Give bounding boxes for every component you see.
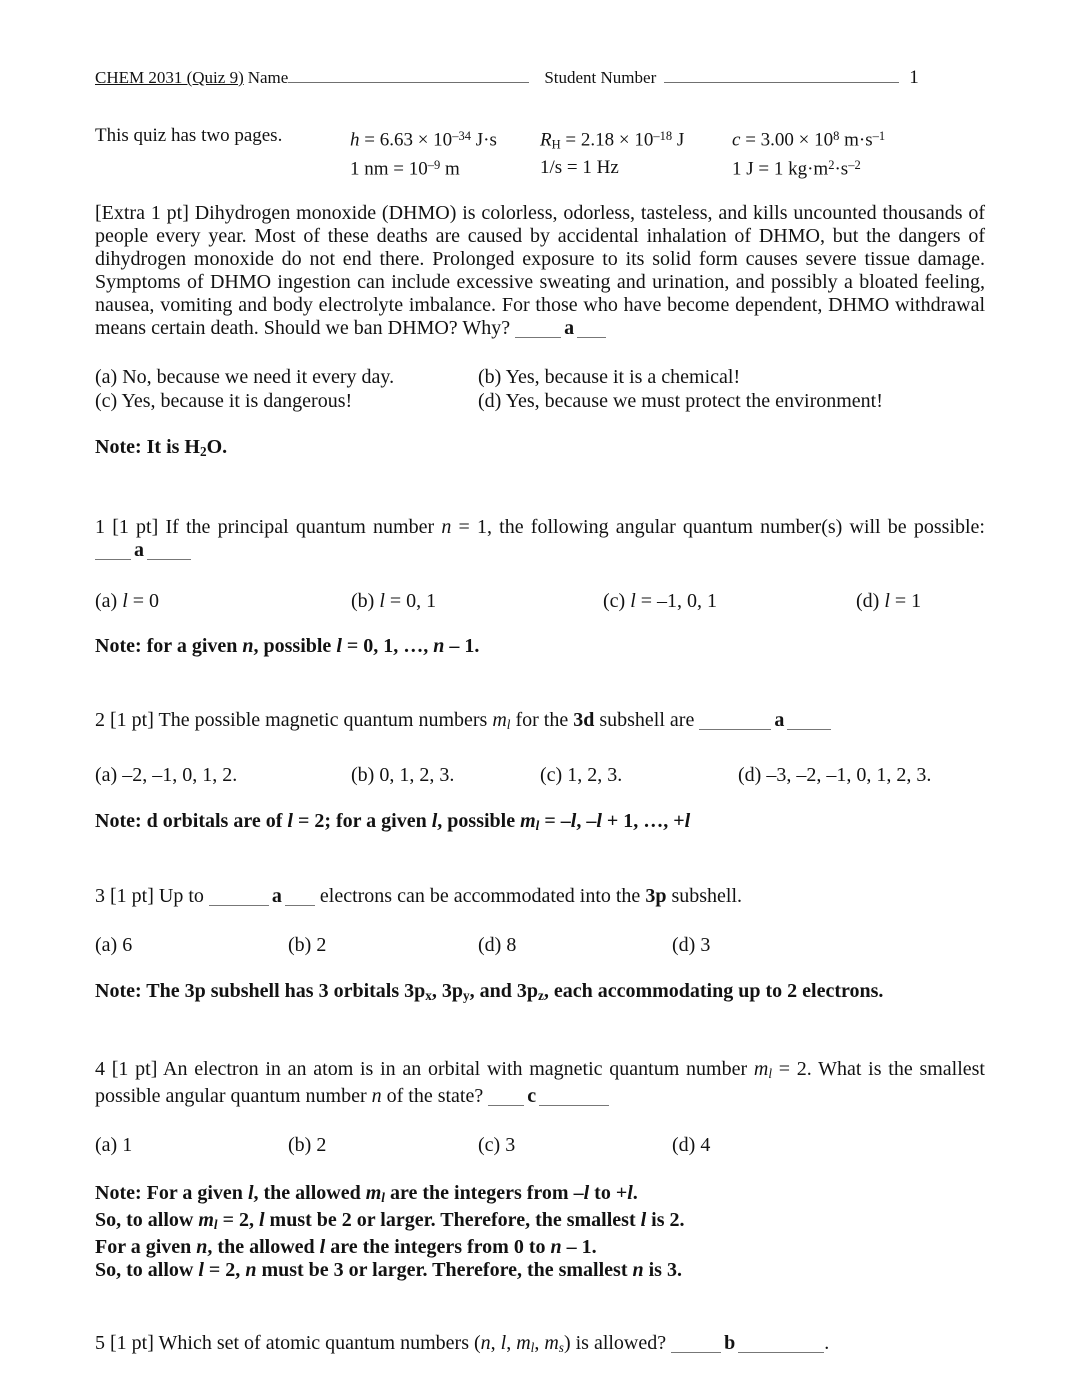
option-b: (b) 0, 1, 2, 3.: [351, 764, 455, 787]
question-3-options: [95, 933, 985, 957]
blank-underline: [209, 886, 269, 906]
question-2-answer-blank: [699, 709, 831, 731]
answer-letter: c: [527, 1084, 537, 1107]
question-5-answer-blank: [671, 1332, 824, 1354]
option-c: (c) 1, 2, 3.: [540, 764, 623, 787]
option-a: (a) No, because we need it every day.: [95, 366, 395, 389]
question-4-note: [95, 1182, 985, 1282]
option-d: (d) 3: [672, 933, 711, 956]
extra-answer-blank: [515, 317, 606, 339]
option-a: (a) 1: [95, 1133, 133, 1156]
constant-joule: 1 J = 1 $kg\cdot m^2\cdot s^{-2}$: [732, 157, 861, 180]
blank-underline: [285, 886, 315, 906]
name-label: Name: [247, 68, 289, 87]
option-a: (a) –2, –1, 0, 1, 2.: [95, 764, 238, 787]
question-1: [95, 516, 985, 562]
option-b: (b) 2: [288, 933, 327, 956]
question-3-note: Note: The 3p subshell has 3 orbitals $3p_x$, $3p_y$, and $3p_z$, each accommodating up to 2 electrons.: [95, 979, 884, 1003]
extra-question: [95, 202, 985, 340]
question-4-answer-blank: [488, 1085, 609, 1107]
blank-underline: [738, 1333, 824, 1353]
note-line: Note: For a given l, the allowed $m_l$ are the integers from –l to +l.: [95, 1181, 638, 1205]
two-pages-note: This quiz has two pages.: [95, 125, 283, 146]
option-d: (d) 4: [672, 1133, 711, 1156]
constants-column-2: [540, 124, 732, 181]
option-d: (d) l = 1: [856, 590, 922, 613]
option-a: (a) 6: [95, 933, 133, 956]
question-5: [95, 1332, 985, 1359]
answer-letter: a: [134, 539, 144, 562]
question-3-text-after: electrons can be accommodated into the 3p subshell.: [319, 884, 742, 907]
option-c: (c) l = –1, 0, 1: [603, 590, 718, 613]
student-number-blank: [664, 66, 899, 83]
answer-letter: b: [724, 1331, 736, 1354]
student-number-label: Student Number: [544, 68, 657, 87]
blank-underline: [539, 1086, 609, 1106]
answer-letter: a: [774, 709, 785, 732]
question-3-answer-blank: [209, 885, 315, 907]
question-5-suffix: .: [824, 1331, 830, 1354]
answer-letter: a: [564, 317, 575, 340]
question-2-note: Note: d orbitals are of l = 2; for a given l, possible $m_l = -l$, –l + 1, …, +l: [95, 810, 691, 833]
question-1-text: 1 [1 pt] If the principal quantum number n = 1, the following angular quantum number(s) will be possible:: [95, 516, 985, 539]
option-c: (c) 3: [478, 1133, 516, 1156]
blank-underline: [147, 540, 191, 560]
blank-underline: [577, 318, 606, 338]
blank-underline: [488, 1086, 524, 1106]
question-3-text-before: 3 [1 pt] Up to: [95, 884, 204, 907]
option-d: (d) Yes, because we must protect the environment!: [478, 390, 883, 413]
extra-question-text: [Extra 1 pt] Dihydrogen monoxide (DHMO) is colorless, odorless, tasteless, and kills uncounted thousands of people every year. Most of these deaths are caused by accidental inhalation of DHMO, but the dangers of dihydrogen monoxide do not end there. Prolonged exposure to its solid form causes severe tissue damage. Symptoms of DHMO ingestion can include excessive sweating and urination, and possibly a bloated feeling, nausea, vomiting and body electrolyte imbalance. For those who have become dependent, DHMO withdrawal means certain death. Should we ban DHMO? Why?: [95, 202, 985, 340]
constant-planck: $h = 6.63 \times 10^{-34}$ J·s: [350, 129, 497, 151]
question-4: [95, 1058, 985, 1108]
page-number: 1: [909, 67, 919, 88]
question-2: [95, 709, 985, 736]
constants-column-3: [732, 124, 985, 181]
blank-underline: [787, 710, 831, 730]
option-a: (a) l = 0: [95, 590, 160, 613]
question-3: [95, 885, 985, 908]
question-5-text: 5 [1 pt] Which set of atomic quantum numbers (n, l, $m_l$, $m_s$) is allowed?: [95, 1331, 667, 1355]
question-4-text: 4 [1 pt] An electron in an atom is in an orbital with magnetic quantum number $m_l = 2$. What is the smallest possible angular quantum number n of the state?: [95, 1057, 985, 1107]
question-1-options: [95, 589, 985, 613]
note-line: So, to allow $m_l = 2$, l must be 2 or larger. Therefore, the smallest l is 2.: [95, 1208, 685, 1232]
blank-underline: [515, 318, 561, 338]
option-b: (b) Yes, because it is a chemical!: [478, 366, 741, 389]
extra-options: [95, 365, 985, 413]
question-1-answer-blank: [95, 539, 191, 561]
note-line: For a given n, the allowed l are the integers from 0 to n – 1.: [95, 1235, 597, 1258]
constants-column-1: [350, 124, 540, 181]
option-d: (d) –3, –2, –1, 0, 1, 2, 3.: [738, 764, 932, 787]
blank-underline: [699, 710, 771, 730]
constant-nanometer: 1 nm = $10^{-9}$ m: [350, 157, 460, 180]
note-line: So, to allow l = 2, n must be 3 or larger. Therefore, the smallest n is 3.: [95, 1258, 682, 1281]
option-c: (c) Yes, because it is dangerous!: [95, 390, 353, 413]
answer-letter: a: [271, 884, 282, 907]
question-1-note: Note: for a given n, possible l = 0, 1, …, n – 1.: [95, 635, 480, 658]
question-4-options: [95, 1133, 985, 1157]
blank-underline: [671, 1333, 721, 1353]
course-code: CHEM 2031 (Quiz 9): [95, 68, 244, 87]
constant-hertz: 1/s = 1 Hz: [540, 157, 619, 179]
option-b: (b) 2: [288, 1133, 327, 1156]
constant-lightspeed: $c = 3.00 \times 10^8$ $m\cdot s^{-1}$: [732, 129, 886, 151]
option-c: (d) 8: [478, 933, 517, 956]
blank-underline: [95, 540, 131, 560]
question-2-text: 2 [1 pt] The possible magnetic quantum numbers $m_l$ for the 3d subshell are: [95, 709, 695, 733]
name-blank: [288, 66, 529, 83]
question-2-options: [95, 763, 985, 787]
page-header: [95, 66, 985, 88]
constants-block: [95, 124, 985, 181]
extra-note: Note: It is $H_2O$.: [95, 436, 228, 460]
option-b: (b) l = 0, 1: [351, 590, 437, 613]
constant-rydberg: $R_H = 2.18 \times 10^{-18}$ J: [540, 129, 685, 152]
